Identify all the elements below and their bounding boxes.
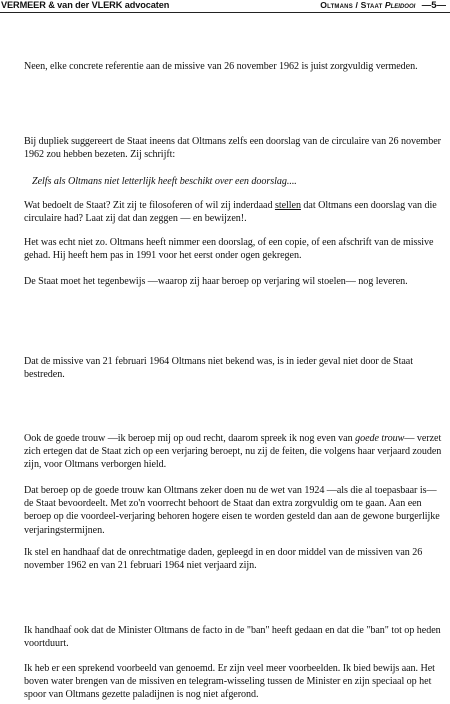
paragraph-text: Het was echt niet zo. Oltmans heeft nimmer een doorslag, of een copie, of een afschrift van de missive gehad. Hij heeft hem pas in 1991 voor het eerst onder ogen gekregen.: [24, 237, 434, 262]
case-name: Oltmans / Staat: [320, 0, 383, 10]
document-type: Pleidooi: [384, 0, 416, 10]
paragraph: [24, 546, 442, 572]
paragraph: [24, 199, 442, 225]
paragraph: [24, 662, 442, 702]
page-header: [0, 0, 450, 12]
text-run: Ook de goede trouw —ik beroep mij op oud recht, daarom spreek ik nog even van: [24, 433, 356, 444]
paragraph: [24, 236, 442, 262]
header-case-info: [320, 0, 446, 11]
paragraph-text: [24, 432, 442, 472]
block-quote: [32, 175, 450, 188]
paragraph: [24, 60, 442, 73]
italic-phrase: goede trouw: [355, 433, 405, 444]
header-rule: [0, 12, 450, 13]
text-run: Wat bedoelt de Staat? Zit zij te filosoferen of wil zij inderdaad: [24, 200, 275, 211]
paragraph-text: [24, 199, 442, 225]
underlined-word: stellen: [274, 200, 301, 211]
paragraph-text: Neen, elke concrete referentie aan de missive van 26 november 1962 is juist zorgvuldig vermeden.: [24, 61, 418, 72]
paragraph-text: Ik handhaaf ook dat de Minister Oltmans de facto in de "ban" heeft gedaan en dat die "ban" tot op heden voortduurt.: [24, 625, 441, 650]
text-run: dat Oltmans een doorslag van die circulaire had? Laat zij dat dan zeggen — en bewijzen!.: [24, 200, 437, 225]
paragraph: [24, 432, 442, 472]
paragraph-text: Dat beroep op de goede trouw kan Oltmans zeker doen nu de wet van 1924 —als die al toepasbaar is— de Staat bevoordeelt. Met zo'n voorrecht behoort de Staat dan extra zorgvuldig om te gaan. Aan een beroep op die voordeel-verjaring behoren hogere eisen te worden gesteld dan aan de gewone burgerlijke verjaringstermijnen.: [24, 485, 440, 536]
quote-text: Zelfs als Oltmans niet letterlijk heeft beschikt over een doorslag....: [32, 176, 297, 187]
paragraph: [24, 484, 442, 537]
paragraph: [24, 624, 442, 650]
paragraph: [24, 275, 442, 288]
paragraph-text: Bij dupliek suggereert de Staat ineens dat Oltmans zelfs een doorslag van de circulaire van 26 november 1962 zou hebben bezeten. Zij schrijft:: [24, 136, 441, 161]
paragraph: [24, 135, 442, 161]
paragraph-text: Dat de missive van 21 februari 1964 Oltmans niet bekend was, is in ieder geval niet door de Staat bestreden.: [24, 356, 413, 381]
text-run: — verzet zich ertegen dat de Staat zich op een verjaring beroept, nu zij de feiten, die volgens haar verjaard zouden zijn, voor Oltmans verborgen hield.: [24, 433, 442, 471]
paragraph-text: Ik heb er een sprekend voorbeeld van genoemd. Er zijn veel meer voorbeelden. Ik bied bewijs aan. Het boven water brengen van de missiven en telegram-wisseling tussen de Minister en zijn speciaal op het spoor van Oltmans gezette paladijnen is nog niet afgerond.: [24, 663, 435, 701]
paragraph-text: De Staat moet het tegenbewijs —waarop zij haar beroep op verjaring wil stoelen— nog leveren.: [24, 276, 408, 287]
page-number: —5—: [421, 0, 446, 11]
paragraph: [24, 355, 442, 381]
paragraph-text: Ik stel en handhaaf dat de onrechtmatige daden, gepleegd in en door middel van de missiven van 26 november 1962 en van 21 februari 1964 niet verjaard zijn.: [24, 547, 423, 572]
firm-name: VERMEER & van der VLERK advocaten: [1, 0, 170, 10]
